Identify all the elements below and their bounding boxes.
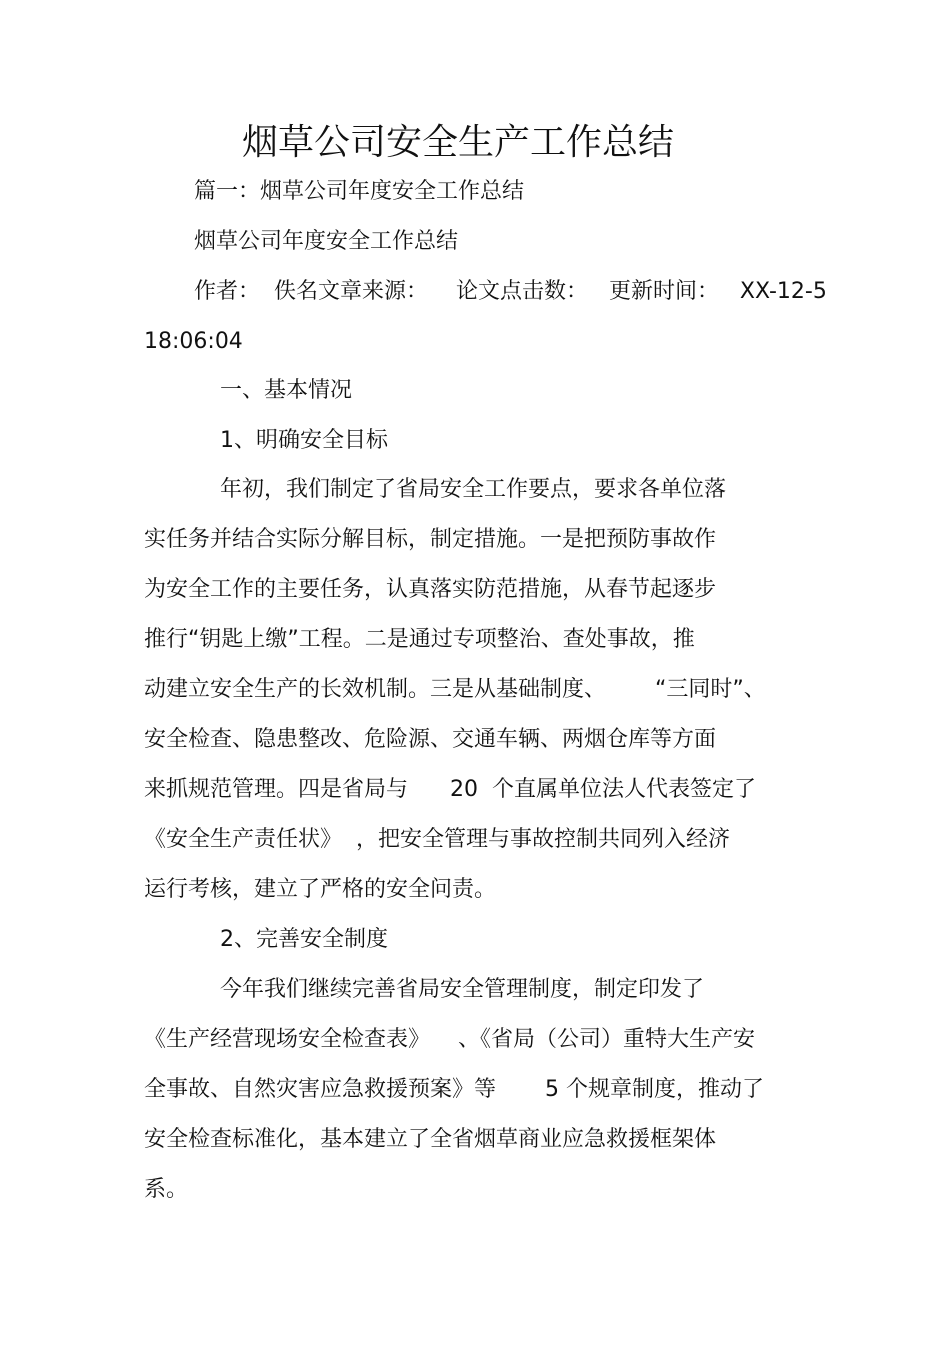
section-heading-basic: 一、基本情况 <box>220 378 353 403</box>
paragraph-line: 全事故、自然灾害应急救援预案》等 5 个规章制度，推动了 <box>144 1077 764 1102</box>
paragraph-line: 《安全生产责任状》 ，把安全管理与事故控制共同列入经济 <box>144 827 730 852</box>
paragraph-line: 实任务并结合实际分解目标，制定措施。一是把预防事故作 <box>144 527 717 552</box>
paragraph-line: 推行“钥匙上缴”工程。二是通过专项整治、查处事故，推 <box>144 627 695 652</box>
paragraph-line: 运行考核，建立了严格的安全问责。 <box>144 877 497 902</box>
subtitle-part-one: 篇一：烟草公司年度安全工作总结 <box>194 179 525 204</box>
paragraph-line: 安全检查、隐患整改、危险源、交通车辆、两烟仓库等方面 <box>144 727 717 752</box>
paragraph-line: 今年我们继续完善省局安全管理制度，制定印发了 <box>220 977 705 1002</box>
subsection-heading-goals: 1、明确安全目标 <box>220 428 388 453</box>
article-meta: 作者： 佚名文章来源： 论文点击数： 更新时间： XX-12-5 <box>194 279 827 304</box>
article-meta-time: 18:06:04 <box>144 329 243 354</box>
paragraph-line: 来抓规范管理。四是省局与 20 个直属单位法人代表签定了 <box>144 777 756 802</box>
article-heading: 烟草公司年度安全工作总结 <box>194 229 459 254</box>
paragraph-line: 年初，我们制定了省局安全工作要点，要求各单位落 <box>220 477 727 502</box>
subsection-heading-rules: 2、完善安全制度 <box>220 927 388 952</box>
paragraph-line: 《生产经营现场安全检查表》 、《省局（公司）重特大生产安 <box>144 1027 755 1052</box>
paragraph-line: 为安全工作的主要任务，认真落实防范措施，从春节起逐步 <box>144 577 717 602</box>
document-title: 烟草公司安全生产工作总结 <box>241 122 674 163</box>
paragraph-line: 动建立安全生产的长效机制。三是从基础制度、 “三同时”、 <box>144 677 766 702</box>
paragraph-line: 安全检查标准化，基本建立了全省烟草商业应急救援框架体 <box>144 1127 717 1152</box>
paragraph-line: 系。 <box>144 1177 189 1202</box>
